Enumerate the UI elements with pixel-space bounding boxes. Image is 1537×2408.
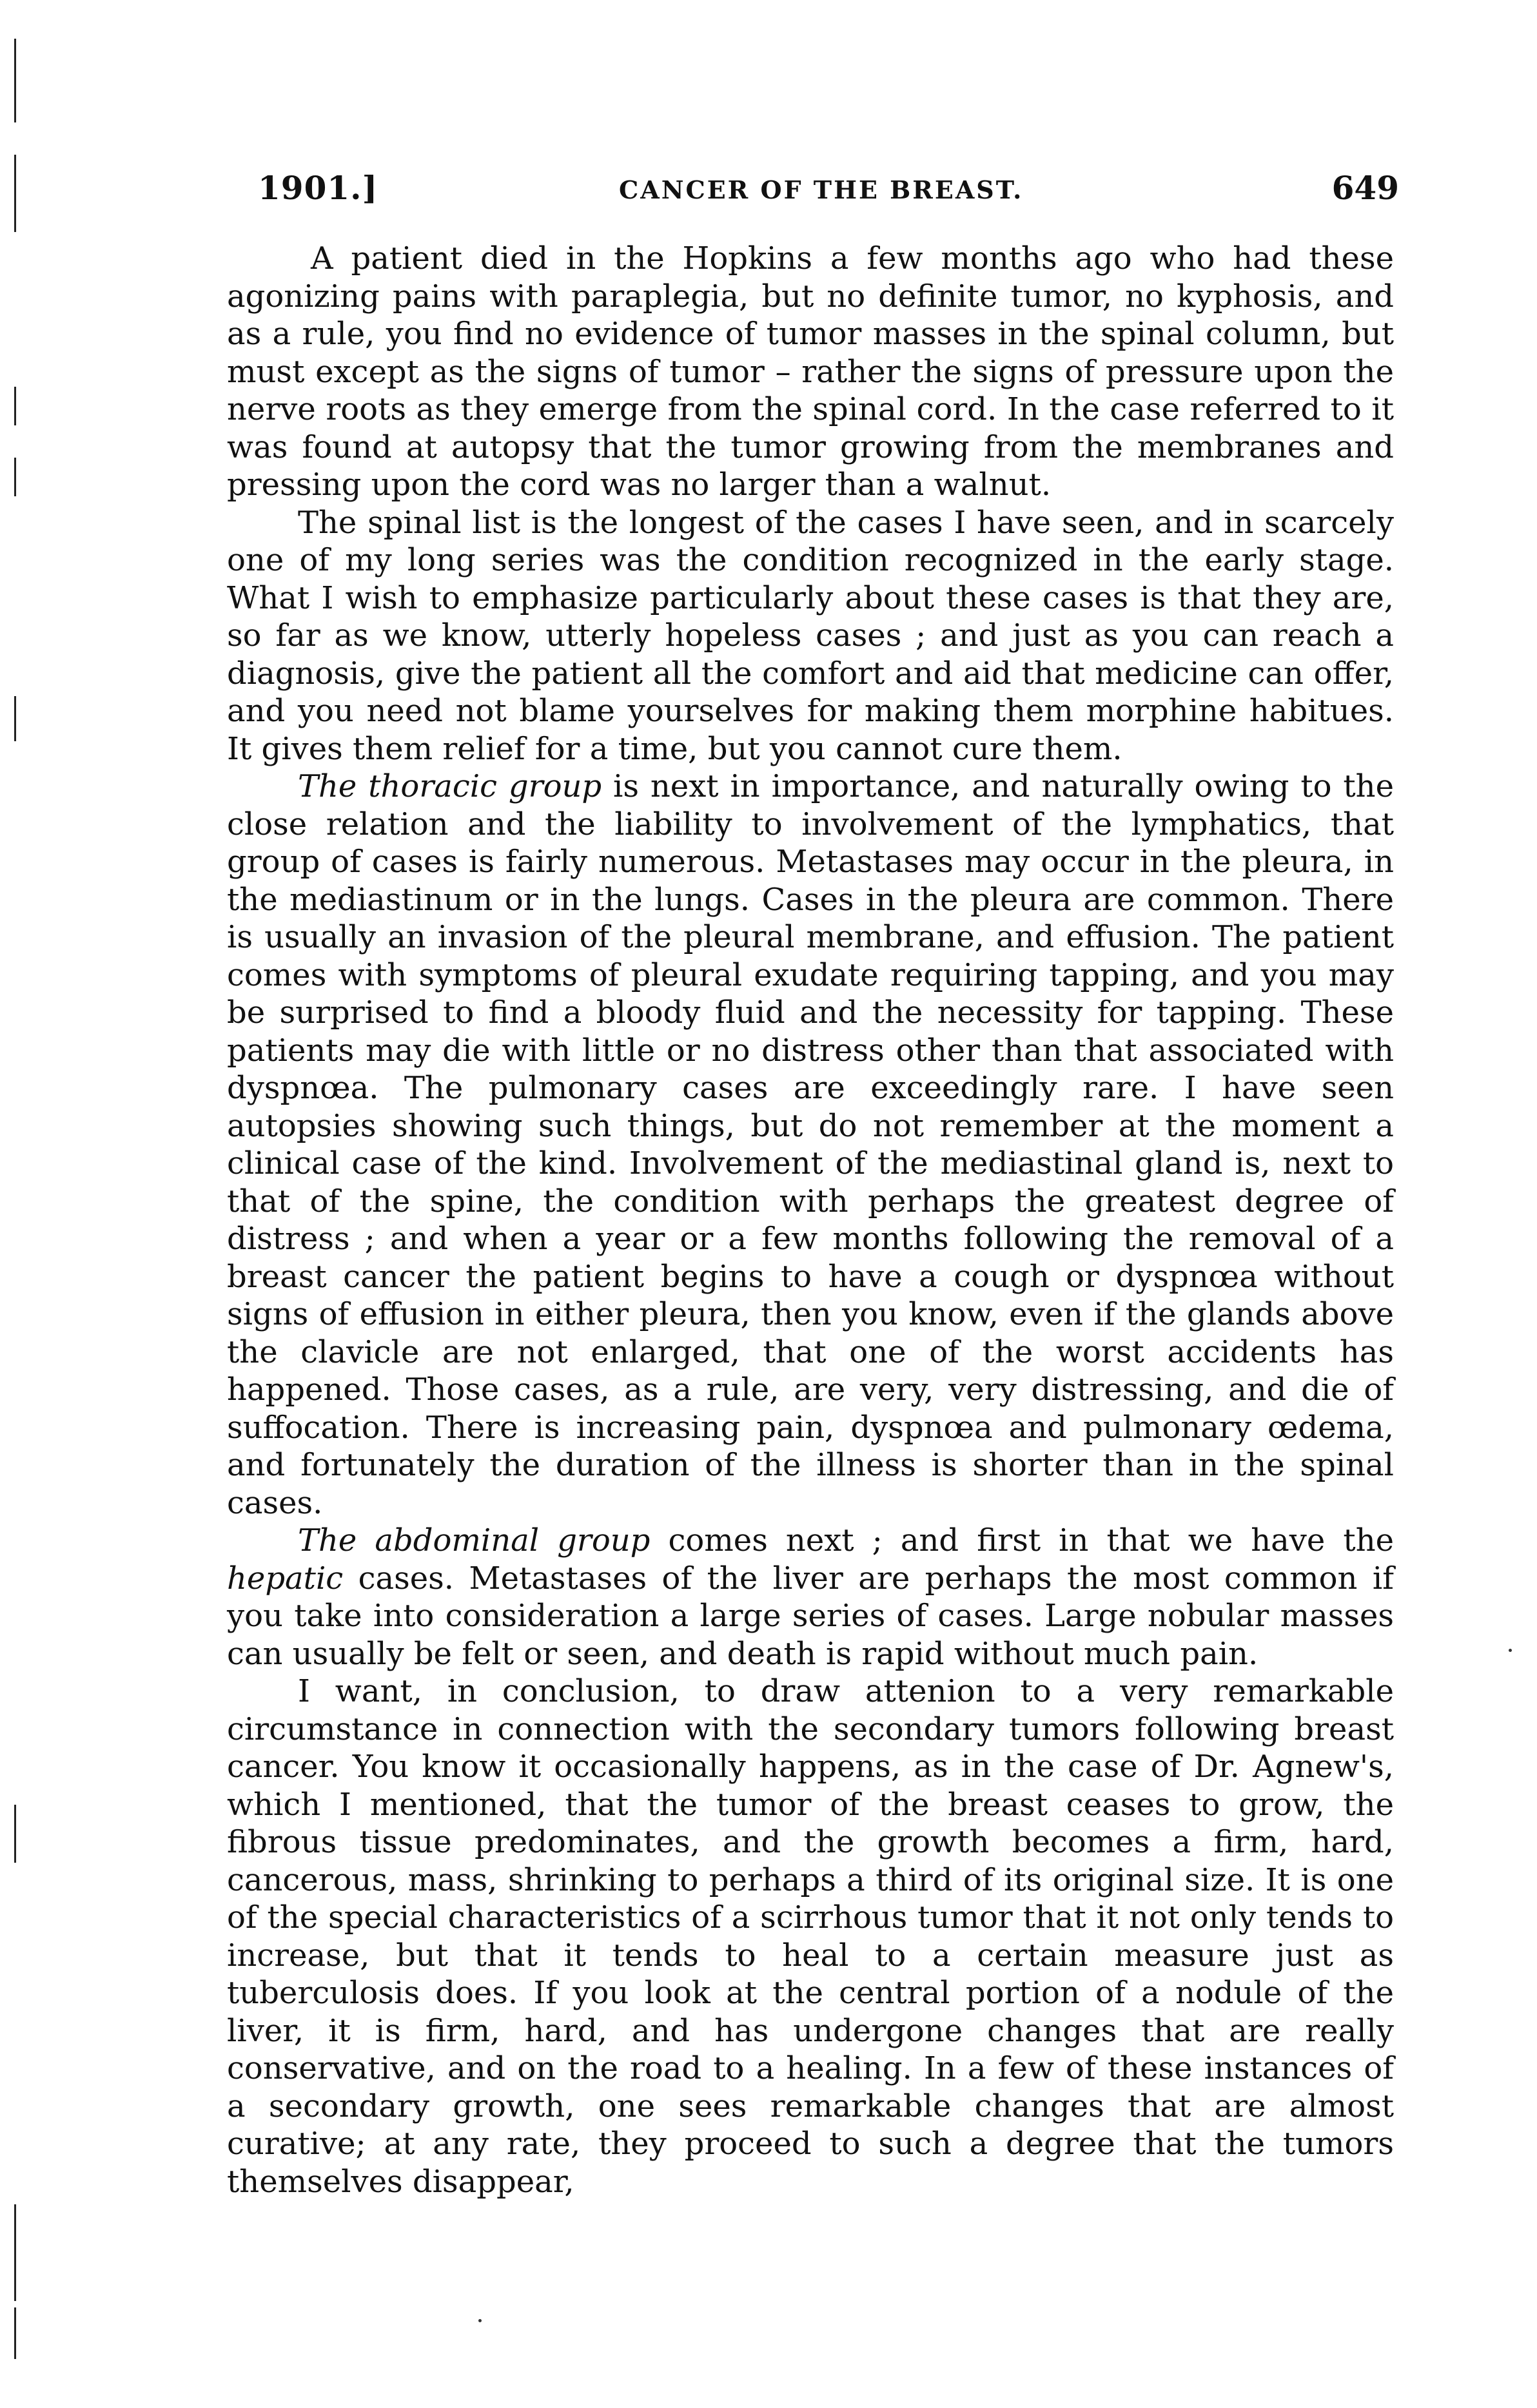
stray-speck (478, 2319, 482, 2322)
paragraph-text: A patient died in the Hopkins a few months ago who had these agonizing pains with paraplegia, but no definite tumor, no kyphosis, and as a rule, you find no evidence of tumor masses in the spinal column, but must except as the signs of tumor – rather the signs of pressure upon the nerve roots as they emerge from the spinal cord. In the case referred to it was found at autopsy that the tumor growing from the membranes and pressing upon the cord was no larger than a walnut. (227, 240, 1394, 503)
paragraph (227, 768, 1394, 1522)
paragraph (227, 504, 1394, 768)
scan-edge-mark (14, 696, 16, 741)
page-number: 649 (1331, 169, 1399, 207)
scan-edge-mark (14, 39, 16, 122)
paragraph-text: I want, in conclusion, to draw attenion to a very remarkable circumstance in connection with the secondary tumors following breast cancer. You know it occasionally happens, as in the case of Dr. Agnew's, which I mentioned, that the tumor of the breast ceases to grow, the fibrous tissue predominates, and the growth becomes a firm, hard, cancerous, mass, shrinking to perhaps a third of its original size. It is one of the special characteristics of a scirrhous tumor that it not only tends to increase, but that it tends to heal to a certain measure just as tuberculosis does. If you look at the central portion of a nodule of the liver, it is firm, hard, and has undergone changes that are really conservative, and on the road to a healing. In a few of these instances of a secondary growth, one sees remarkable changes that are almost curative; at any rate, they proceed to such a degree that the tumors themselves disappear, (227, 1673, 1394, 2200)
running-header (258, 169, 1399, 214)
paragraph-text-tail: cases. Metastases of the liver are perhaps the most common if you take into consideration a large series of cases. Large nobular masses can usually be felt or seen, and death is rapid without much pain. (227, 1560, 1394, 1672)
stray-speck (1509, 1649, 1512, 1652)
scan-edge-mark (14, 2243, 16, 2301)
scan-edge-mark (14, 2204, 16, 2243)
paragraph (227, 240, 1394, 504)
inline-italic-term: hepatic (227, 1560, 344, 1597)
article-body (227, 240, 1394, 2200)
paragraph-text: is next in importance, and naturally owing to the close relation and the liability to involvement of the lymphatics, that group of cases is fairly numerous. Metastases may occur in the pleura, in the mediastinum or in the lungs. Cases in the pleura are common. There is usually an invasion of the pleural membrane, and effusion. The patient comes with symptoms of pleural exudate requiring tapping, and you may be surprised to find a bloody fluid and the necessity for tapping. These patients may die with little or no distress other than that associated with dyspnœa. The pulmonary cases are exceedingly rare. I have seen autopsies showing such things, but do not remember at the moment a clinical case of the kind. Involvement of the mediastinal gland is, next to that of the spine, the condition with perhaps the greatest degree of distress ; and when a year or a few months following the removal of a breast cancer the patient begins to have a cough or dyspnœa without signs of effusion in either pleura, then you know, even if the glands above the clavicle are not enlarged, that one of the worst accidents has happened. Those cases, as a rule, are very, very distressing, and die of suffocation. There is increasing pain, dyspnœa and pulmonary œdema, and fortunately the duration of the illness is shorter than in the spinal cases. (227, 768, 1395, 1521)
running-title: CANCER OF THE BREAST. (619, 175, 1024, 204)
scan-edge-mark (14, 155, 16, 232)
paragraph (227, 1522, 1394, 1673)
paragraph-text: comes next ; and first in that we have the (650, 1522, 1395, 1558)
scan-edge-mark (14, 387, 16, 425)
section-lead-italic: The abdominal group (298, 1522, 651, 1558)
header-year: 1901.] (258, 169, 378, 207)
scan-edge-mark (14, 2307, 16, 2359)
scan-edge-mark (14, 1805, 16, 1863)
scan-edge-mark (14, 458, 16, 496)
paragraph-text: The spinal list is the longest of the cases I have seen, and in scarcely one of my long series was the condition recognized in the early stage. What I wish to emphasize particularly about these cases is that they are, so far as we know, utterly hopeless cases ; and just as you can reach a diagnosis, give the patient all the comfort and aid that medicine can offer, and you need not blame yourselves for making them morphine habitues. It gives them relief for a time, but you cannot cure them. (227, 504, 1394, 767)
section-lead-italic: The thoracic group (298, 768, 602, 804)
paragraph (227, 1673, 1394, 2200)
